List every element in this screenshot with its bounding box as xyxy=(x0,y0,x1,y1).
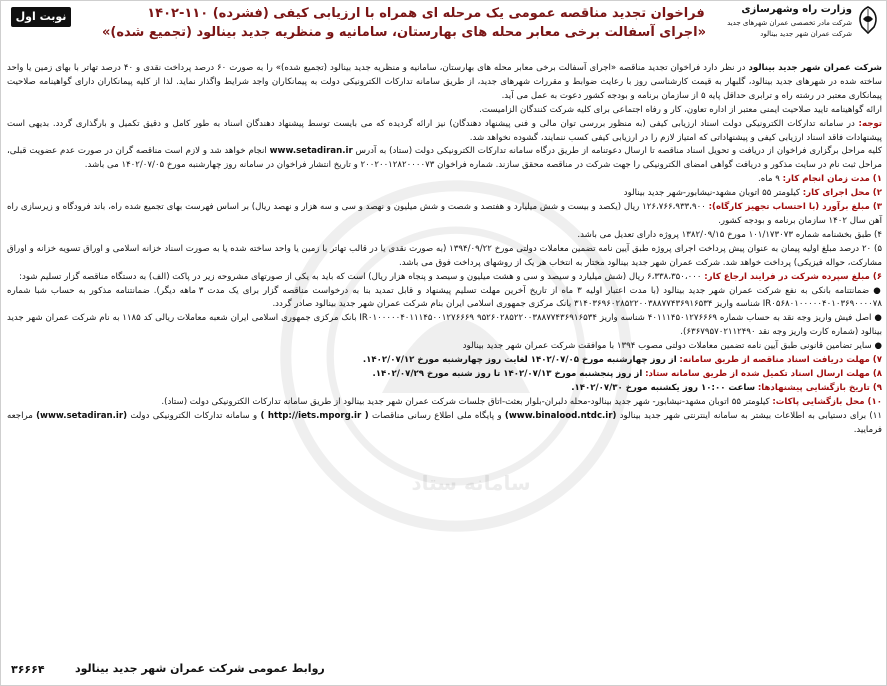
guarantee-text: ضمانتنامه بانکی به نفع شرکت عمران شهر جدید بینالود (با مدت اعتبار اولیه ۳ ماه از تاریخ آخرین مهلت تسلیم پیشنهاد و قابل تمدید بنا به درخواست مناقصه گزار برای یک مدت ۳ ماهه دیگر). ضمانتنامه مذکور به حساب شبا شماره IR۰۵۶۸۰۱۰۰۰۰۰۴۰۱۰۳۶۹۰۰۰۰۷۸ شناسه واریز ۳۱۴۰۳۶۹۶۰۲۸۵۲۲۰۰۳۸۸۷۷۴۳۶۹۱۶۵۳۴ بانک مرکزی جمهوری اسلامی ایران بنام شرکت عمران شهر جدید بینالود صادر گردد. xyxy=(7,285,882,310)
opening-location xyxy=(7,396,882,410)
guarantee-cash xyxy=(7,312,882,340)
item-label: ۶) مبلغ سپرده شرکت در فرایند ارجاع کار: xyxy=(704,271,882,282)
item-location xyxy=(7,187,882,201)
item-value: ساعت ۱۰:۰۰ روز یکشنبه مورخ ۱۴۰۲/۰۷/۳۰. xyxy=(571,382,756,393)
item-deposit xyxy=(7,271,882,285)
item-label: ۳) مبلغ برآورد (با احتساب تجهیز کارگاه): xyxy=(708,202,882,213)
round-badge: نوبت اول xyxy=(11,7,71,27)
watermark-text: سامانه ستاد xyxy=(411,471,531,495)
item-label: ۸) مهلت ارسال اسناد تکمیل شده از طریق سامانه ستاد: xyxy=(645,368,882,379)
ad-code: ۳۶۶۶۴ xyxy=(11,663,45,676)
item-adjustment: ۴) طبق بخشنامه شماره ۱۰۱/۱۷۳۰۷۳ مورخ ۱۳۸۲/۰۹/۱۵ پروژه دارای تعدیل می باشد. xyxy=(577,229,882,240)
item-value: کیلومتر ۵۵ اتوبان مشهد-نیشابور- شهر جدید بینالود-محله دلبران-بلوار بعثت-اتاق جلسات شرکت عمران شهر جدید بینالود از طریق سامانه تدارکات الکترونیکی دولت (ستاد). xyxy=(161,396,770,407)
organization-block xyxy=(712,3,882,61)
ministry-name: وزارت راه وشهرسازی xyxy=(741,4,852,15)
safety-note: ارائه گواهینامه تایید صلاحیت ایمنی معتبر از اداره تعاون، کار و رفاه اجتماعی برای کلیه شرکت کنندگان الزامیست. xyxy=(479,104,882,115)
iets-link[interactable]: ( http://iets.mporg.ir ) xyxy=(260,410,369,421)
item-label: ۲) محل اجرای کار: xyxy=(802,188,882,199)
binalood-link[interactable]: (www.binalood.ntdc.ir) xyxy=(504,410,617,421)
notice-title: فراخوان تجدید مناقصه عمومی یک مرحله ای همراه با ارزیابی کیفی (فشرده) ۱۱۰-۱۴۰۲ xyxy=(147,6,705,21)
intro-paragraph xyxy=(7,62,882,104)
item-value: کیلومتر ۵۵ اتوبان مشهد-نیشابور-شهر جدید بینالود xyxy=(623,188,800,199)
notice-subtitle: «اجرای آسفالت برخی معابر محله های بهارستان، سامانیه و منظریه جدید بینالود (تجمیع شده)» xyxy=(102,25,706,40)
notice-footer xyxy=(5,659,884,683)
deadline-documents xyxy=(7,354,882,368)
intro-text: در نظر دارد فراخوان تجدید مناقصه «اجرای آسفالت برخی معابر محله های بهارستان، سامانیه و منظریه جدید بینالود (تجمیع شده)» را به صورت ۶۰ درصد پرداخت نقدی و ۴۰ درصد تهاتر با بهای زمین یا واحد ساخته شده در شهرهای جدید بینالود، گلبهار به قیمت کارشناسی روز با رعایت ضوابط و مقررات شهرهای جدید، از طریق سامانه تدارکات الکترونیکی دولت به پیمانکاران واجد شرایط واگذار نماید. لذا از کلیه پیمانکاران دارای گواهینامه صلاحیت پیمانکاری معتبر در رشته راه و ترابری حداقل پایه ۵ از سازمان برنامه و بودجه کشور دعوت به عمل می آید. xyxy=(7,63,882,101)
company-name: شرکت عمران شهر جدید بینالود xyxy=(748,63,882,73)
item-label: ۷) مهلت دریافت اسناد مناقصه از طریق سامانه: xyxy=(679,355,882,366)
deadline-opening xyxy=(7,382,882,396)
bullet-icon: ● xyxy=(869,285,882,296)
guarantee-text: سایر تضامین قانونی طبق آیین نامه تضمین معاملات دولتی مصوب ۱۳۹۴ با موافقت شرکت عمران شهر جدید بینالود xyxy=(462,341,872,352)
notice-text: در سامانه تدارکات الکترونیکی دولت اسناد ارزیابی کیفی (به منظور بررسی توان مالی و فنی پیشنهاد دهندگان) نیز ارائه گردیده که می بایست توسط پیشنهاد دهندگان اسناد به طور کامل و دقیق تکمیل و بارگذاری گردد. بدیهی است پیشنهادات فاقد اسناد ارزیابی کیفی و پیشنهاداتی که امتیاز لازم را در ارزیابی کیفی کسب ننمایند، گشوده نخواهد شد. xyxy=(7,118,882,143)
notice-header xyxy=(5,3,884,61)
notice-body xyxy=(7,62,882,658)
item-label: ۱۰) محل بازگشایی پاکات: xyxy=(772,396,882,407)
item-label: ۹) تاریخ بازگشایی پیشنهادها: xyxy=(757,382,882,393)
more-info-mid: و پایگاه ملی اطلاع رسانی مناقصات xyxy=(372,410,502,421)
bullet-icon: ● xyxy=(871,313,882,324)
item-value: از روز پنجشنبه مورخ ۱۴۰۲/۰۷/۱۳ تا روز شنبه مورخ ۱۴۰۲/۰۷/۲۹. xyxy=(372,368,643,379)
item-estimate xyxy=(7,201,882,229)
item-value: از روز چهارشنبه مورخ ۱۴۰۲/۰۷/۰۵ لغایت روز چهارشنبه مورخ ۱۴۰۲/۰۷/۱۲. xyxy=(362,355,677,366)
item-duration xyxy=(7,173,882,187)
bullet-icon: ● xyxy=(871,341,882,352)
process-text: کلیه مراحل برگزاری فراخوان از دریافت و تحویل اسناد مناقصه تا ارسال دعوتنامه از طریق درگاه سامانه تدارکات الکترونیکی دولت (ستاد) به آدرس xyxy=(355,146,883,157)
deadline-submission xyxy=(7,368,882,382)
more-info xyxy=(7,410,882,438)
setad-link[interactable]: (www.setadiran.ir) xyxy=(36,410,128,421)
process-text-2: انجام خواهد شد و لازم است مناقصه گران در صورت عدم عضویت قبلی، مراحل ثبت نام در سایت مذکور و دریافت گواهی امضای الکترونیکی را جهت شرکت در مناقصه محقق سازند. شماره فراخوان ۲۰۰۲۰۰۱۲۸۲۰۰۰۰۷۳ و تاریخ انتشار فراخوان در سامانه روز چهارشنبه مورخ ۱۴۰۲/۰۷/۰۵ می باشد. xyxy=(7,146,882,171)
more-info-tail: مراجعه فرمایید. xyxy=(7,410,882,435)
item-prepayment: ۵) ۲۰ درصد مبلغ اولیه پیمان به عنوان پیش پرداخت اجرای پروژه طبق آیین نامه تضمین معاملات دولتی مورخ ۱۳۹۴/۰۹/۲۲ (به صورت نقدی یا در قالب تهاتر با زمین یا واحد ساخته شده یا به صورت اسناد خزانه اسلامی و اوراق تسویه خزانه و اوراق مشارکت، حواله فیزیکی) پرداخت خواهد شد. شرکت عمران شهر جدید بینالود مختار به انتخاب هر یک از روشهای پرداخت فوق می باشد. xyxy=(7,243,882,268)
ministry-logo-icon xyxy=(854,5,882,35)
item-value: ۱۲۶،۷۶۶،۹۳۳،۹۰۰ ریال (یکصد و بیست و شش میلیارد و هفتصد و شصت و شش میلیون و نهصد و سی و سه هزار و نهصد ریال) بر اساس فهرست بهای تجمیع شده راه، باند فرودگاه و زیرسازی راه آهن سال ۱۴۰۲ سازمان برنامه و بودجه کشور. xyxy=(7,202,882,226)
notice-paragraph xyxy=(7,118,882,146)
item-label: ۱) مدت زمان انجام کار: xyxy=(782,174,882,185)
public-relations-signature: روابط عمومی شرکت عمران شهر جدید بینالود xyxy=(75,662,325,675)
notice-label: توجه: xyxy=(858,118,883,129)
parent-company-name: شرکت مادر تخصصی عمران شهرهای جدید xyxy=(727,19,852,27)
guarantee-text: اصل فیش واریز وجه نقد به حساب شماره ۴۰۱۱۱۴۵۰۱۲۷۶۶۶۹ شناسه واریز IR۰۱۰۰۰۰۰۴۰۱۱۱۴۵۰۰۱۲۷۶۶۶۹ ۹۵۲۶۰۲۸۵۲۲۰۰۳۸۸۷۷۴۳۶۹۱۶۵۳۴ بانک مرکزی جمهوری اسلامی ایران شعبه معاملات ریالی کد ۱۱۸۵ به نام شرکت عمران شهر جدید بینالود (شماره کارت واریز وجه نقد ۶۳۶۷۹۵۷۰۲۱۱۲۴۹۰). xyxy=(7,313,882,338)
more-info-text: ۱۱) برای دستیابی به اطلاعات بیشتر به سامانه اینترنتی شهر جدید بینالود xyxy=(619,410,882,421)
notice-titles xyxy=(102,4,706,42)
city-company-name: شرکت عمران شهر جدید بینالود xyxy=(760,30,852,38)
guarantee-other xyxy=(7,340,882,354)
item-value: ۹ ماه. xyxy=(758,174,780,185)
item-value: ۶،۳۳۸،۳۵۰،۰۰۰ ریال (شش میلیارد و سیصد و سی و هشت میلیون و سیصد و پنجاه هزار ریال) است که باید به یکی از صورتهای مشروحه زیر در پاکت (الف) به دستگاه مناقصه گزار تسلیم شود: xyxy=(19,271,702,282)
more-info-end: و سامانه تدارکات الکترونیکی دولت xyxy=(130,410,258,421)
process-paragraph xyxy=(7,145,882,173)
guarantee-bank xyxy=(7,285,882,313)
setad-link[interactable]: www.setadiran.ir xyxy=(269,146,353,157)
